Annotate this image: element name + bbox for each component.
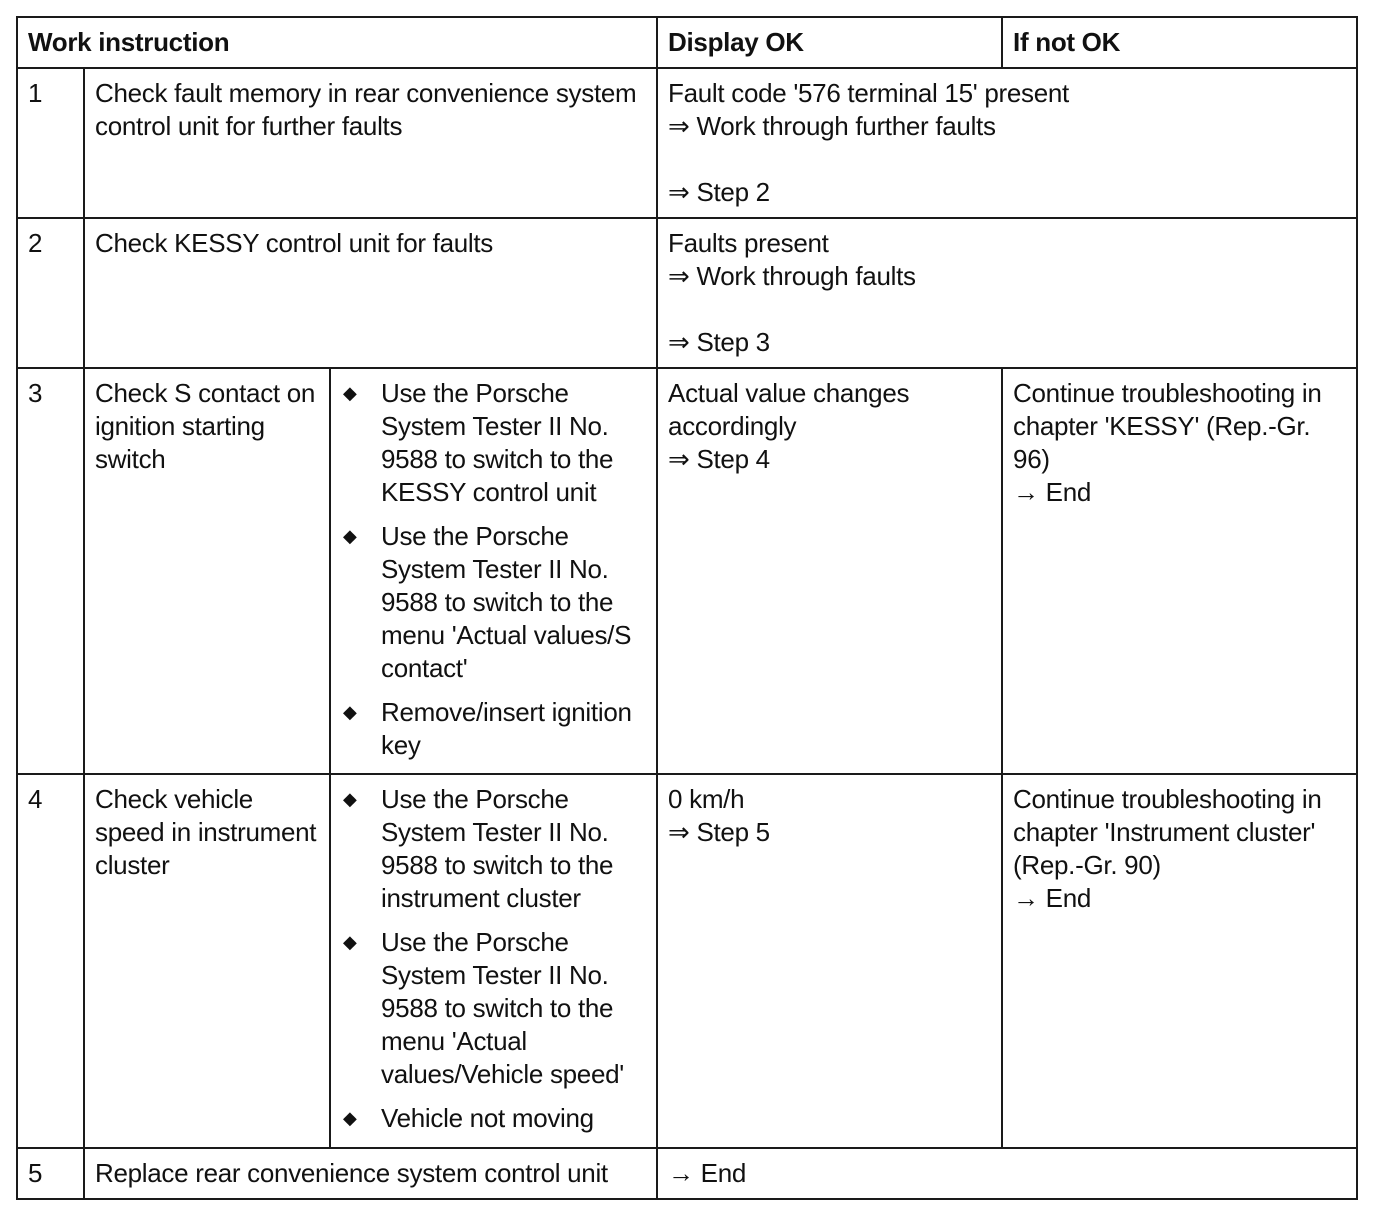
ok-text: ⇒ Work through faults — [668, 261, 916, 291]
step-display-ok — [657, 218, 1357, 368]
header-display-ok: Display OK — [657, 17, 1002, 68]
step-number: 3 — [17, 368, 84, 774]
diamond-bullet-icon: ◆ — [343, 383, 357, 403]
not-ok-text: Continue troubleshooting in chapter 'Instrument cluster' (Rep.-Gr. 90) — [1013, 784, 1322, 880]
list-item: ◆ Use the Porsche System Tester II No. 9588 to switch to the KESSY control unit — [343, 378, 614, 507]
step-substeps — [330, 774, 657, 1148]
ok-text: ⇒ Step 3 — [668, 327, 770, 357]
not-ok-text: → End — [1013, 883, 1092, 913]
not-ok-text: Continue troubleshooting in chapter 'KESSY' (Rep.-Gr. 96) — [1013, 378, 1322, 474]
ok-text: Fault code '576 terminal 15' present — [668, 78, 1069, 108]
ok-text: Faults present — [668, 228, 829, 258]
step-if-not-ok — [1002, 368, 1357, 774]
step-substeps — [330, 368, 657, 774]
ok-text: 0 km/h — [668, 784, 745, 814]
step-if-not-ok — [1002, 774, 1357, 1148]
table-row — [17, 68, 1357, 218]
ok-text: Actual value changes accordingly — [668, 378, 910, 441]
substep-list — [341, 783, 646, 1135]
step-number: 1 — [17, 68, 84, 218]
ok-text: ⇒ Step 4 — [668, 444, 770, 474]
step-number: 2 — [17, 218, 84, 368]
step-number: 5 — [17, 1148, 84, 1199]
list-item: ◆ Vehicle not moving — [343, 1103, 594, 1133]
diamond-bullet-icon: ◆ — [343, 932, 357, 952]
step-display-ok — [657, 368, 1002, 774]
substep-list — [341, 377, 646, 762]
step-display-ok — [657, 774, 1002, 1148]
list-item: ◆ Remove/insert ignition key — [343, 697, 632, 760]
ok-text: ⇒ Step 5 — [668, 817, 770, 847]
table-row — [17, 218, 1357, 368]
list-item: ◆ Use the Porsche System Tester II No. 9588 to switch to the menu 'Actual values/Vehicle speed' — [343, 927, 624, 1089]
ok-text: → End — [668, 1158, 747, 1188]
header-work-instruction: Work instruction — [17, 17, 657, 68]
ok-text: ⇒ Work through further faults — [668, 111, 996, 141]
header-if-not-ok: If not OK — [1002, 17, 1357, 68]
step-display-ok — [657, 1148, 1357, 1199]
step-number: 4 — [17, 774, 84, 1148]
table-header-row — [17, 17, 1357, 68]
step-instruction: Check vehicle speed in instrument cluster — [84, 774, 330, 1148]
list-item: ◆ Use the Porsche System Tester II No. 9588 to switch to the menu 'Actual values/S contact' — [343, 521, 632, 683]
diamond-bullet-icon: ◆ — [343, 702, 357, 722]
step-instruction: Check KESSY control unit for faults — [84, 218, 657, 368]
table-row — [17, 368, 1357, 774]
step-display-ok — [657, 68, 1357, 218]
diamond-bullet-icon: ◆ — [343, 526, 357, 546]
diamond-bullet-icon: ◆ — [343, 789, 357, 809]
diamond-bullet-icon: ◆ — [343, 1108, 357, 1128]
ok-text: ⇒ Step 2 — [668, 177, 770, 207]
table-row — [17, 1148, 1357, 1199]
table-row — [17, 774, 1357, 1148]
step-instruction: Check fault memory in rear convenience system control unit for further faults — [84, 68, 657, 218]
step-instruction: Check S contact on ignition starting switch — [84, 368, 330, 774]
work-instruction-table — [16, 16, 1358, 1200]
step-instruction: Replace rear convenience system control unit — [84, 1148, 657, 1199]
not-ok-text: → End — [1013, 477, 1092, 507]
list-item: ◆ Use the Porsche System Tester II No. 9588 to switch to the instrument cluster — [343, 784, 614, 913]
